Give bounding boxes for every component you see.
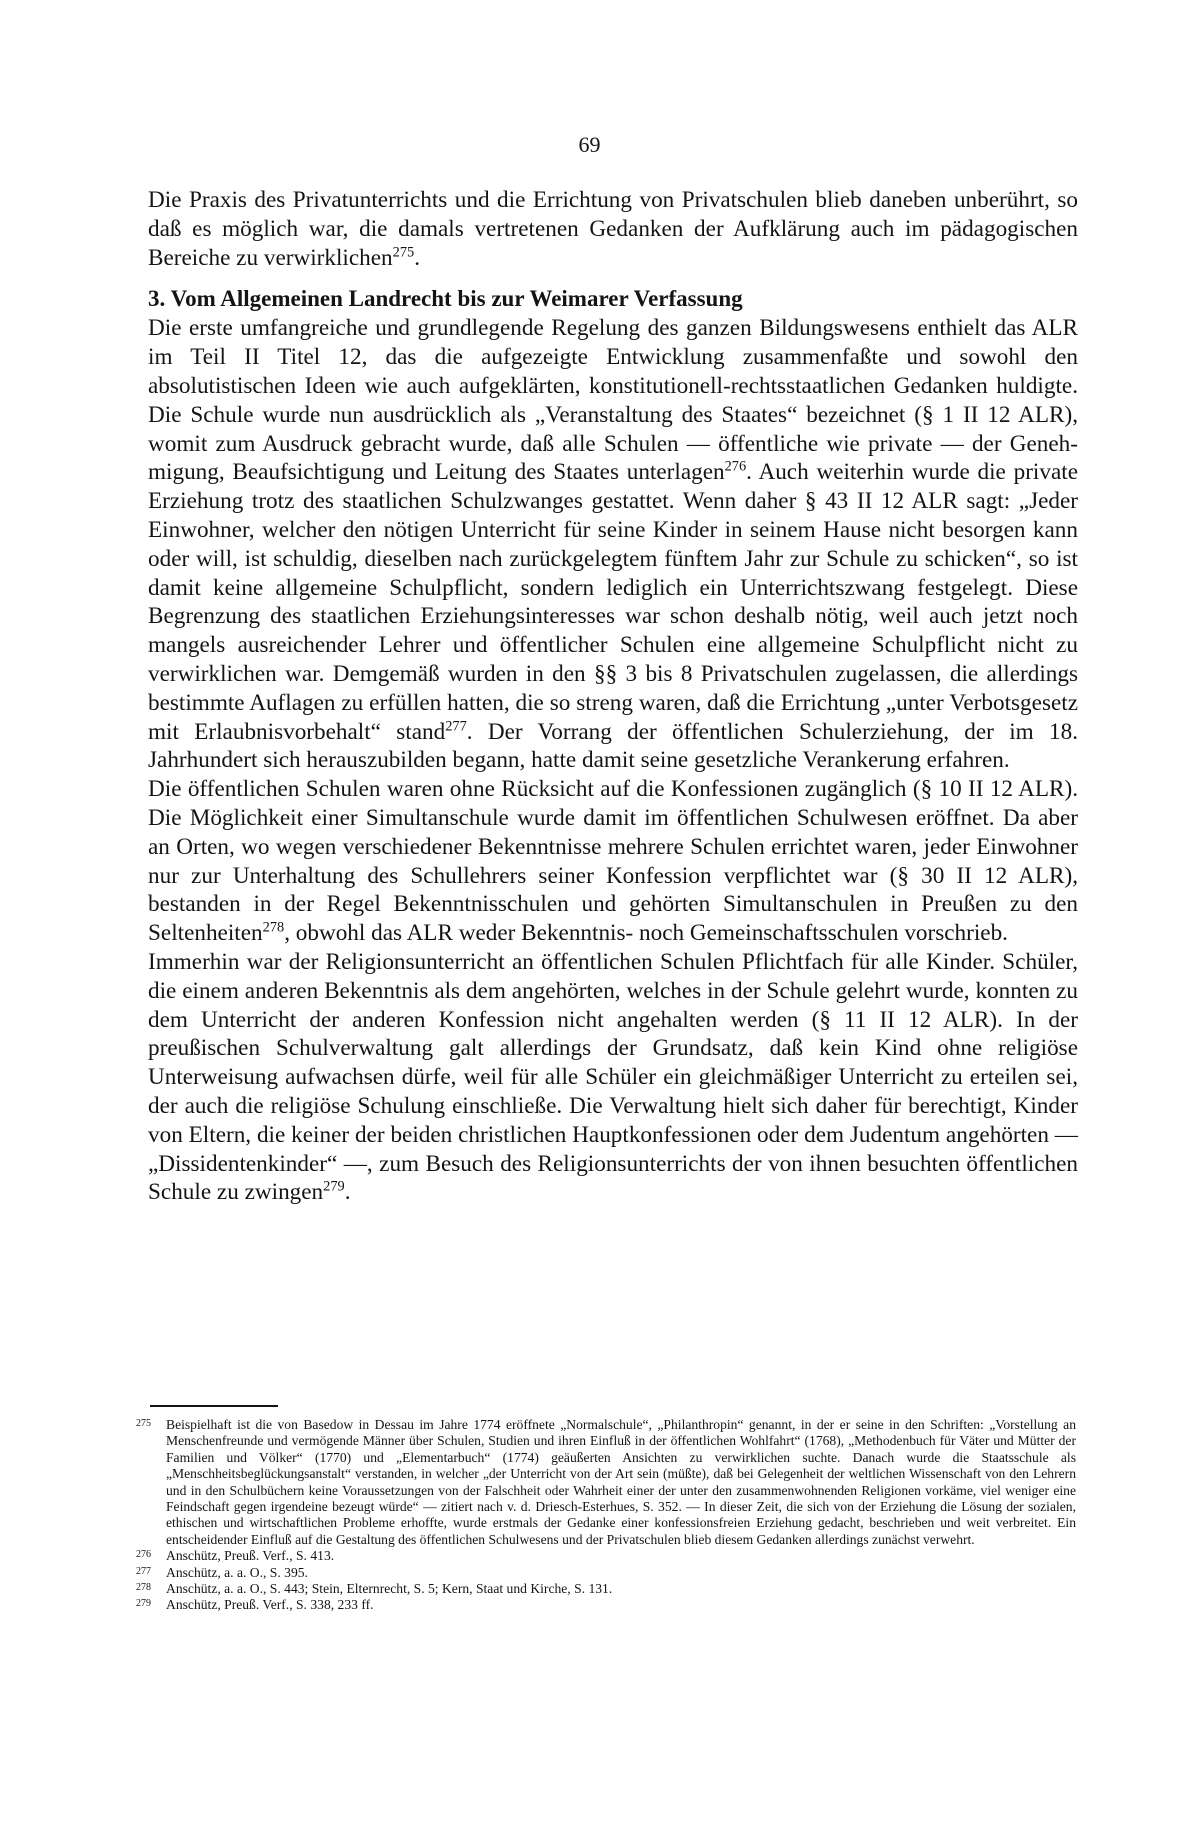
section-heading: 3. Vom Allgemeinen Landrecht bis zur Weimarer Verfassung — [148, 286, 743, 312]
footnote-text: Beispielhaft ist die von Basedow in Dessau im Jahre 1774 eröffnete „Normalschule“, „Philanthropin“ genannt, in der er seine in den Schriften: „Vorstellung an Menschenfreunde und vermögende Männer über Schulen, Studien und ihren Einfluß in der öffentlichen Wohlfahrt“ (1768), „Methodenbuch für Väter und Mütter der Familien und Völker“ (1770) und „Elementarbuch“ (1774) geäußerten Ansichten zu verwirklichen suchte. Danach wurde die Staatsschule als „Menschheitsbeglückungsanstalt“ verstanden, in welcher „der Unterricht von der Art sein (müßte), daß bei Gelegenheit der weltlichen Wissenschaft von den Lehrern und in den Schulbüchern keine Voraussetzungen von der Falschheit oder Wahrheit einer der unter den zusammenwohnenden Religionen vorkäme, viel weniger eine Feindschaft gegen irgendeine bezeugt würde“ — zitiert nach v. d. Driesch-Esterhues, S. 352. — In dieser Zeit, die sich von der Erziehung die Lösung der sozialen, ethischen und wirtschaftlichen Probleme erhoffte, wurde erstmals der Gedanke einer konfessionsfreien Erziehung gedacht, beschrieben und weit verbreitet. Ein entscheidender Einfluß auf die Gestaltung des öffentlichen Schulwesens und der Privatschulen blieb diesem Gedanken allerdings zunächst verwehrt. — [166, 1417, 1076, 1547]
paragraph-1-tail: . — [414, 244, 420, 271]
paragraph-3-part-a: Die öffentlichen Schulen waren ohne Rücksicht auf die Konfessionen zugänglich (§ 10 II 12 ALR). Die Möglichkeit einer Simultanschule wurde damit im öffentlichen Schulwesen eröffnet. Da aber an Orten, wo wegen verschiedener Bekenntnisse mehrere Schulen errichtet waren, jeder Einwohner nur zur Unterhaltung des Schullehrers seiner Konfession verpflichtet war (§ 30 II 12 ALR), bestanden in der Regel Bekenntnisschulen und gehörten Simultanschulen in Preußen zu den Seltenheiten — [148, 776, 1078, 947]
footnote-text: Anschütz, Preuß. Verf., S. 338, 233 ff. — [166, 1597, 374, 1613]
page-number: 69 — [578, 132, 601, 157]
paragraph-2-part-b: . Auch weiterhin wurde die private Erziehung trotz des staatlichen Schulzwanges gestattet. Wenn daher § 43 II 12 ALR sagt: „Jeder Einwohner, welcher den nötigen Unterricht für seine Kinder in seinem Hause nicht besorgen kann oder will, ist schuldig, dieselben nach zurückgelegtem fünftem Jahr zur Schule zu schicken“, so ist damit keine allgemeine Schulpflicht, sondern lediglich ein Unterrichtszwang festgelegt. Diese Begrenzung des staatlichen Erziehungsinteresses war schon deshalb nötig, weil auch jetzt noch mangels ausreichender Lehrer und öffentlicher Schulen eine allgemeine Schulpflicht nicht zu verwirklichen war. Demgemäß wurden in den §§ 3 bis 8 Privatschulen zugelassen, die allerdings bestimmte Auflagen zu erfüllen hatten, die so streng waren, daß die Errichtung „unter Verbotsgesetz mit Erlaubnisvorbehalt“ stand — [148, 459, 1078, 745]
footnote-number: 275 — [136, 1418, 151, 1429]
footnote-number: 278 — [136, 1582, 151, 1594]
paragraph-4-text: Immerhin war der Religionsunterricht an öffentlichen Schulen Pflichtfach für alle Kinder. Schüler, die einem anderen Bekenntnis als dem angehörten, welches in der Schule gelehrt wurde, konnten zu dem Unterricht der anderen Konfession nicht angehalten werden (§ 11 II 12 ALR). In der preußischen Schulverwaltung galt allerdings der Grundsatz, daß kein Kind ohne religiöse Unterweisung aufwachsen dürfe, weil für alle Schüler ein gleichmäßiger Unterricht zu erteilen sei, der auch die religiöse Schulung einschließe. Die Verwaltung hielt sich daher für berechtigt, Kinder von Eltern, die keiner der beiden christlichen Hauptkonfessionen oder dem Judentum angehörten — „Dissidentenkinder“ —, zum Besuch des Religionsunterrichts der von ihnen besuchten öffentlichen Schule zu zwingen — [148, 948, 1078, 1206]
footnote — [136, 1597, 1076, 1613]
paragraph-1-text: Die Praxis des Privatunterrichts und die Errichtung von Privatschulen blieb daneben unberührt, so daß es möglich war, die damals vertretenen Gedanken der Aufklärung auch im pädagogischen Bereiche zu verwirklichen — [148, 187, 1078, 271]
footnote-number: 279 — [136, 1598, 151, 1610]
footnote — [136, 1417, 1076, 1548]
paragraph-2 — [148, 314, 1078, 775]
footnote-number: 276 — [136, 1549, 151, 1561]
footnote-ref-276[interactable]: 276 — [724, 458, 747, 475]
footnote-ref-278[interactable]: 278 — [262, 919, 285, 936]
footnote-ref-279[interactable]: 279 — [323, 1178, 345, 1195]
footnote-text: Anschütz, a. a. O., S. 395. — [166, 1564, 308, 1580]
paragraph-4-tail: . — [344, 1179, 351, 1206]
footnote-text: Anschütz, a. a. O., S. 443; Stein, Elternrecht, S. 5; Kern, Staat und Kirche, S. 131. — [166, 1581, 613, 1597]
footnote-ref-277[interactable]: 277 — [445, 717, 467, 734]
footnote — [136, 1548, 1076, 1564]
footnote-number: 277 — [136, 1565, 151, 1577]
footnote — [136, 1581, 1076, 1597]
paragraph-2-part-c: . Der Vorrang der öffentlichen Schulerziehung, der im 18. Jahrhundert sich herauszubilden begann, hatte damit seine gesetzliche Verankerung erfahren. — [148, 718, 1078, 774]
footnote — [136, 1565, 1076, 1581]
paragraph-2-part-a: Die erste umfangreiche und grundlegende Regelung des ganzen Bildungswesens enthielt das ALR im Teil II Titel 12, das die aufgezeigte Entwicklung zusammenfaßte und sowohl den absolutistischen Ideen wie auch aufgeklärten, konstitutionell-rechtsstaatlichen Gedanken huldigte. Die Schule wurde nun ausdrücklich als „Veranstaltung des Staates“ bezeichnet (§ 1 II 12 ALR), womit zum Ausdruck gebracht wurde, daß alle Schulen — öffentliche wie private — der Genehmigung, Beaufsichtigung und Leitung des Staates unterlagen — [148, 315, 1078, 486]
body-text — [148, 186, 1078, 1207]
paragraph-3-part-b: , obwohl das ALR weder Bekenntnis- noch Gemeinschaftsschulen vorschrieb. — [284, 920, 1008, 947]
paragraph-4 — [148, 948, 1078, 1207]
paragraph-1 — [148, 186, 1078, 272]
footnotes — [136, 1417, 1076, 1614]
paragraph-3 — [148, 775, 1078, 948]
footnote-text: Anschütz, Preuß. Verf., S. 413. — [166, 1548, 335, 1564]
footnote-separator — [150, 1405, 278, 1407]
footnote-ref-275[interactable]: 275 — [392, 243, 415, 260]
